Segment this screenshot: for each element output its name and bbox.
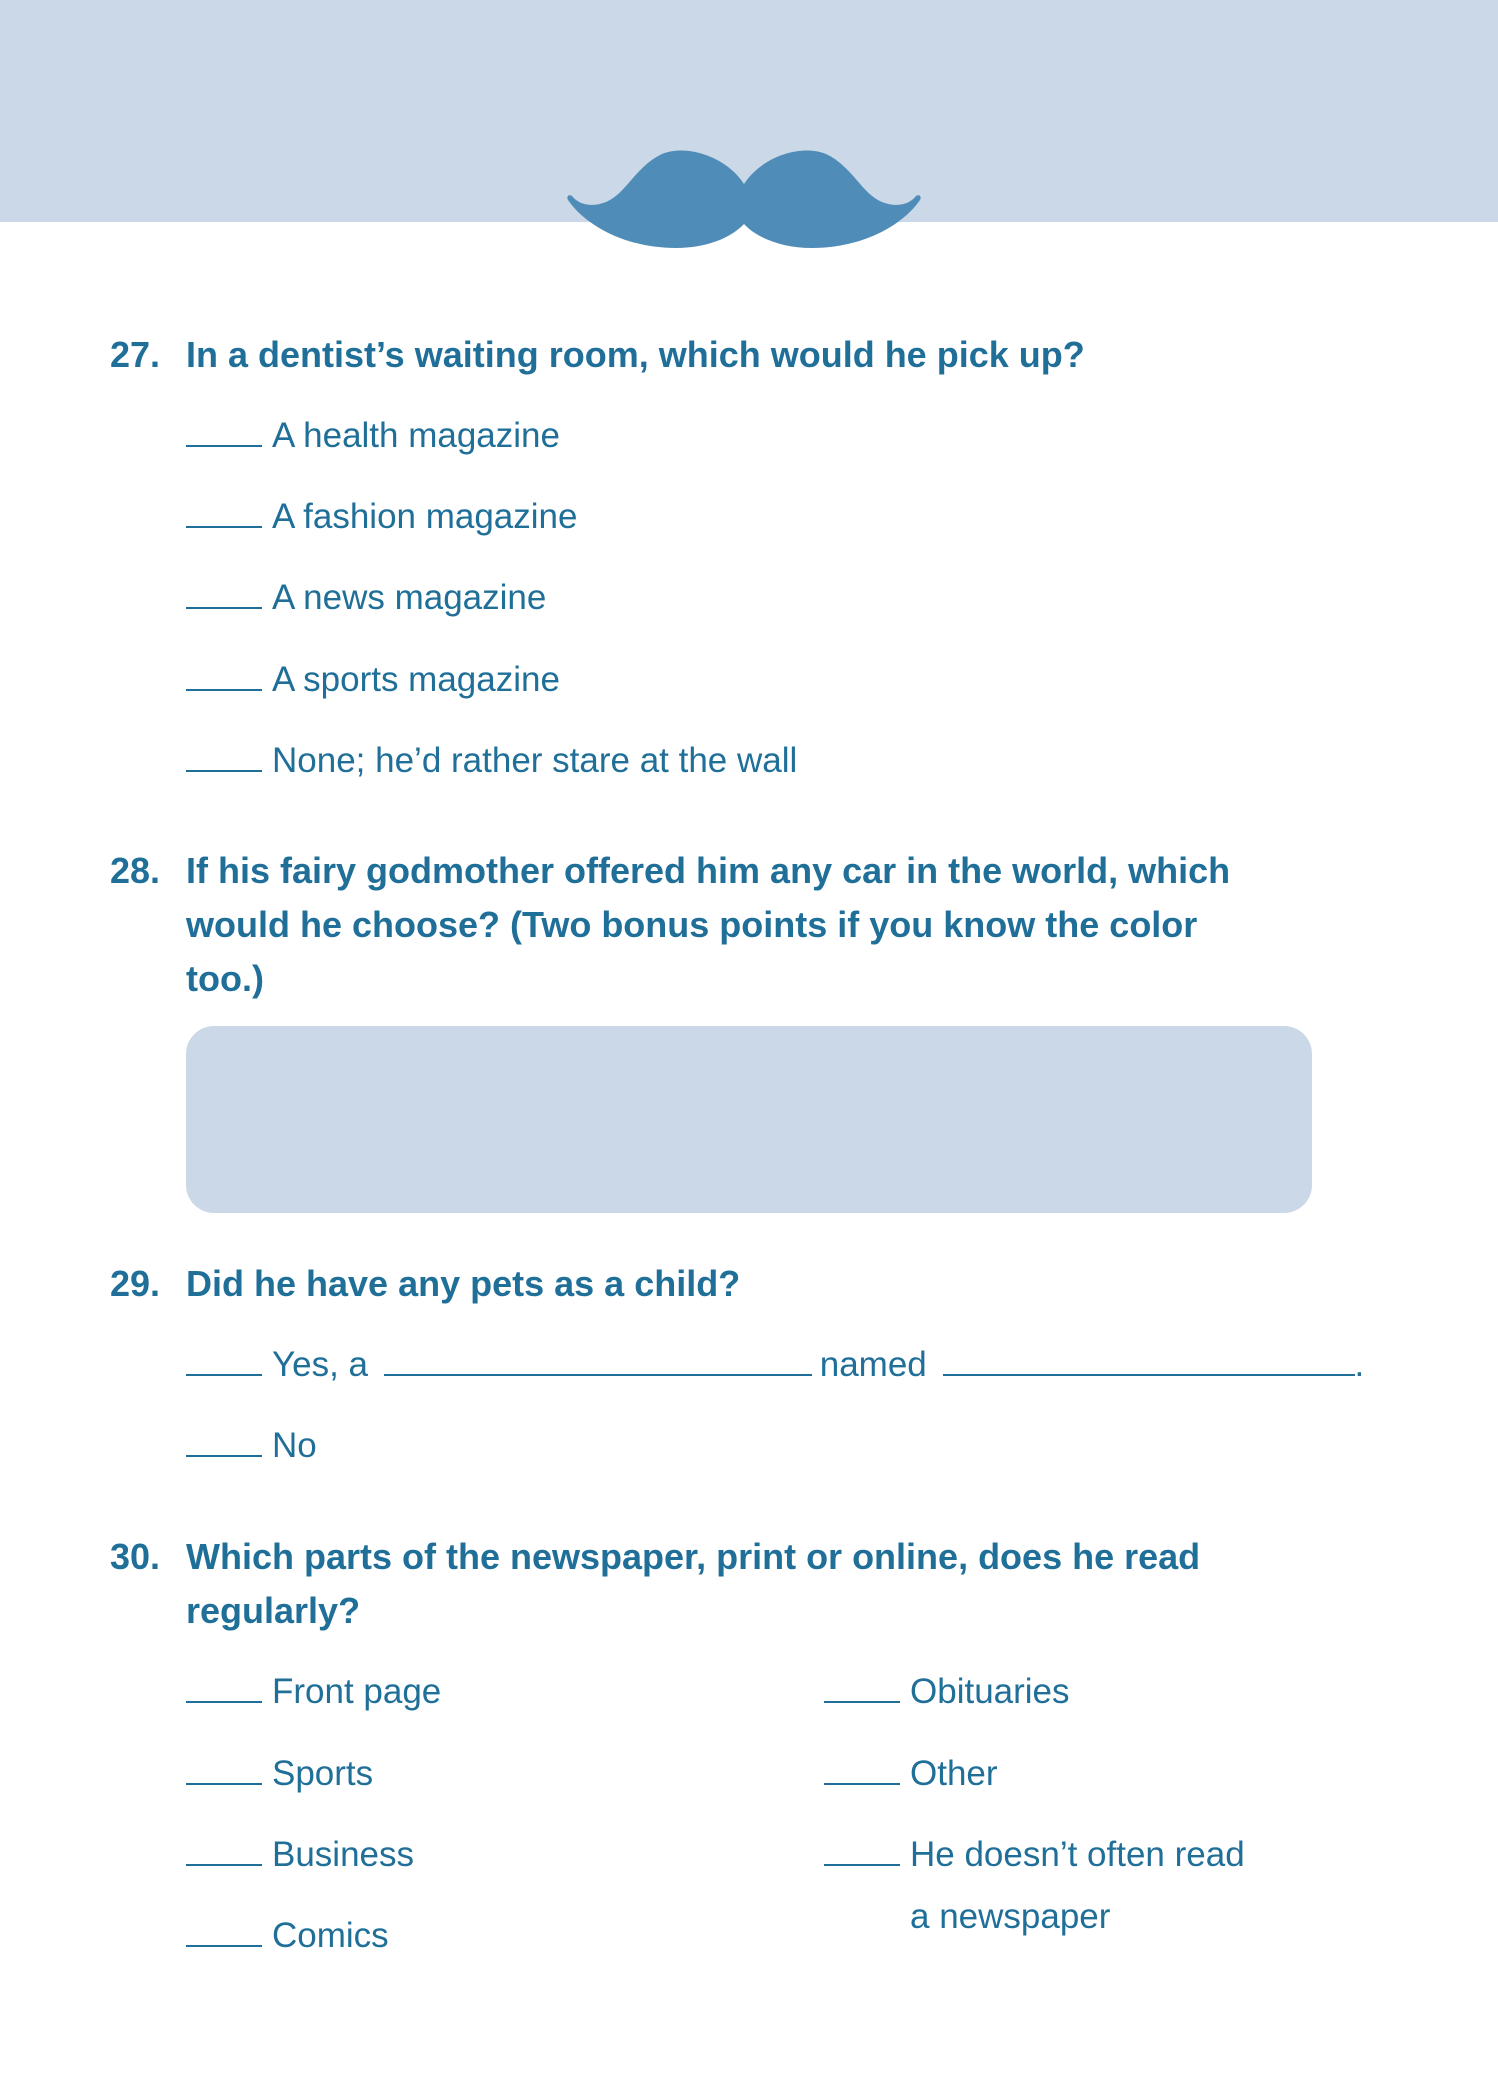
q27-option-fashion-magazine[interactable] bbox=[186, 495, 577, 539]
q30-option-obituaries[interactable] bbox=[824, 1670, 1070, 1714]
option-label: Sports bbox=[272, 1754, 374, 1793]
answer-blank[interactable] bbox=[824, 1671, 900, 1703]
option-label: A sports magazine bbox=[272, 660, 560, 699]
q30-option-sports[interactable] bbox=[186, 1752, 373, 1796]
answer-blank[interactable] bbox=[824, 1753, 900, 1785]
answer-blank[interactable] bbox=[186, 659, 262, 691]
question-number: 28. bbox=[110, 850, 161, 891]
answer-blank[interactable] bbox=[824, 1834, 900, 1866]
option-label: None; he’d rather stare at the wall bbox=[272, 741, 798, 780]
option-label: Front page bbox=[272, 1672, 442, 1711]
question-28 bbox=[110, 844, 1390, 1006]
answer-blank[interactable] bbox=[186, 1753, 262, 1785]
answer-blank[interactable] bbox=[186, 1915, 262, 1947]
question-27 bbox=[110, 328, 1390, 382]
q30-option-business[interactable] bbox=[186, 1833, 414, 1877]
q27-option-none[interactable] bbox=[186, 739, 797, 783]
answer-blank[interactable] bbox=[186, 577, 262, 609]
q27-option-news-magazine[interactable] bbox=[186, 576, 546, 620]
q30-option-other[interactable] bbox=[824, 1752, 998, 1796]
q30-option-front-page[interactable] bbox=[186, 1670, 441, 1714]
q29-option-yes[interactable] bbox=[186, 1343, 1364, 1387]
q27-option-sports-magazine[interactable] bbox=[186, 658, 560, 702]
q30-option-doesnt-read-line2 bbox=[910, 1895, 1110, 1939]
answer-blank[interactable] bbox=[186, 1425, 262, 1457]
option-label: Comics bbox=[272, 1916, 389, 1955]
q30-option-doesnt-read[interactable] bbox=[824, 1833, 1245, 1877]
answer-blank[interactable] bbox=[186, 740, 262, 772]
answer-blank[interactable] bbox=[186, 496, 262, 528]
option-label: Other bbox=[910, 1754, 998, 1793]
question-text: Which parts of the newspaper, print or online, does he read regularly? bbox=[186, 1536, 1201, 1631]
question-text: If his fairy godmother offered him any car in the world, which would he choose? (Two bonus points if you know the color too.) bbox=[186, 850, 1231, 999]
pet-name-blank[interactable] bbox=[943, 1344, 1355, 1376]
answer-box[interactable] bbox=[186, 1026, 1312, 1213]
mustache-icon bbox=[566, 144, 922, 264]
option-label: . bbox=[1354, 1345, 1365, 1384]
option-label: a newspaper bbox=[910, 1897, 1111, 1936]
question-text: Did he have any pets as a child? bbox=[186, 1263, 741, 1304]
option-label: He doesn’t often read bbox=[910, 1835, 1245, 1874]
answer-blank[interactable] bbox=[186, 1834, 262, 1866]
option-label: A news magazine bbox=[272, 578, 547, 617]
option-label: Business bbox=[272, 1835, 415, 1874]
option-label: Obituaries bbox=[910, 1672, 1070, 1711]
pet-type-blank[interactable] bbox=[384, 1344, 812, 1376]
answer-blank[interactable] bbox=[186, 1344, 262, 1376]
question-number: 27. bbox=[110, 334, 161, 375]
option-label: A health magazine bbox=[272, 416, 560, 455]
question-30 bbox=[110, 1530, 1390, 1638]
question-text: In a dentist’s waiting room, which would he pick up? bbox=[186, 334, 1085, 375]
answer-blank[interactable] bbox=[186, 1671, 262, 1703]
option-label: Yes, a bbox=[272, 1345, 369, 1384]
answer-blank[interactable] bbox=[186, 415, 262, 447]
question-number: 30. bbox=[110, 1536, 161, 1577]
q27-option-health-magazine[interactable] bbox=[186, 414, 560, 458]
option-label: No bbox=[272, 1426, 317, 1465]
option-label: named bbox=[819, 1345, 927, 1384]
question-29 bbox=[110, 1257, 1390, 1311]
question-number: 29. bbox=[110, 1263, 161, 1304]
q30-option-comics[interactable] bbox=[186, 1914, 389, 1958]
q29-option-no[interactable] bbox=[186, 1424, 317, 1468]
option-label: A fashion magazine bbox=[272, 497, 578, 536]
